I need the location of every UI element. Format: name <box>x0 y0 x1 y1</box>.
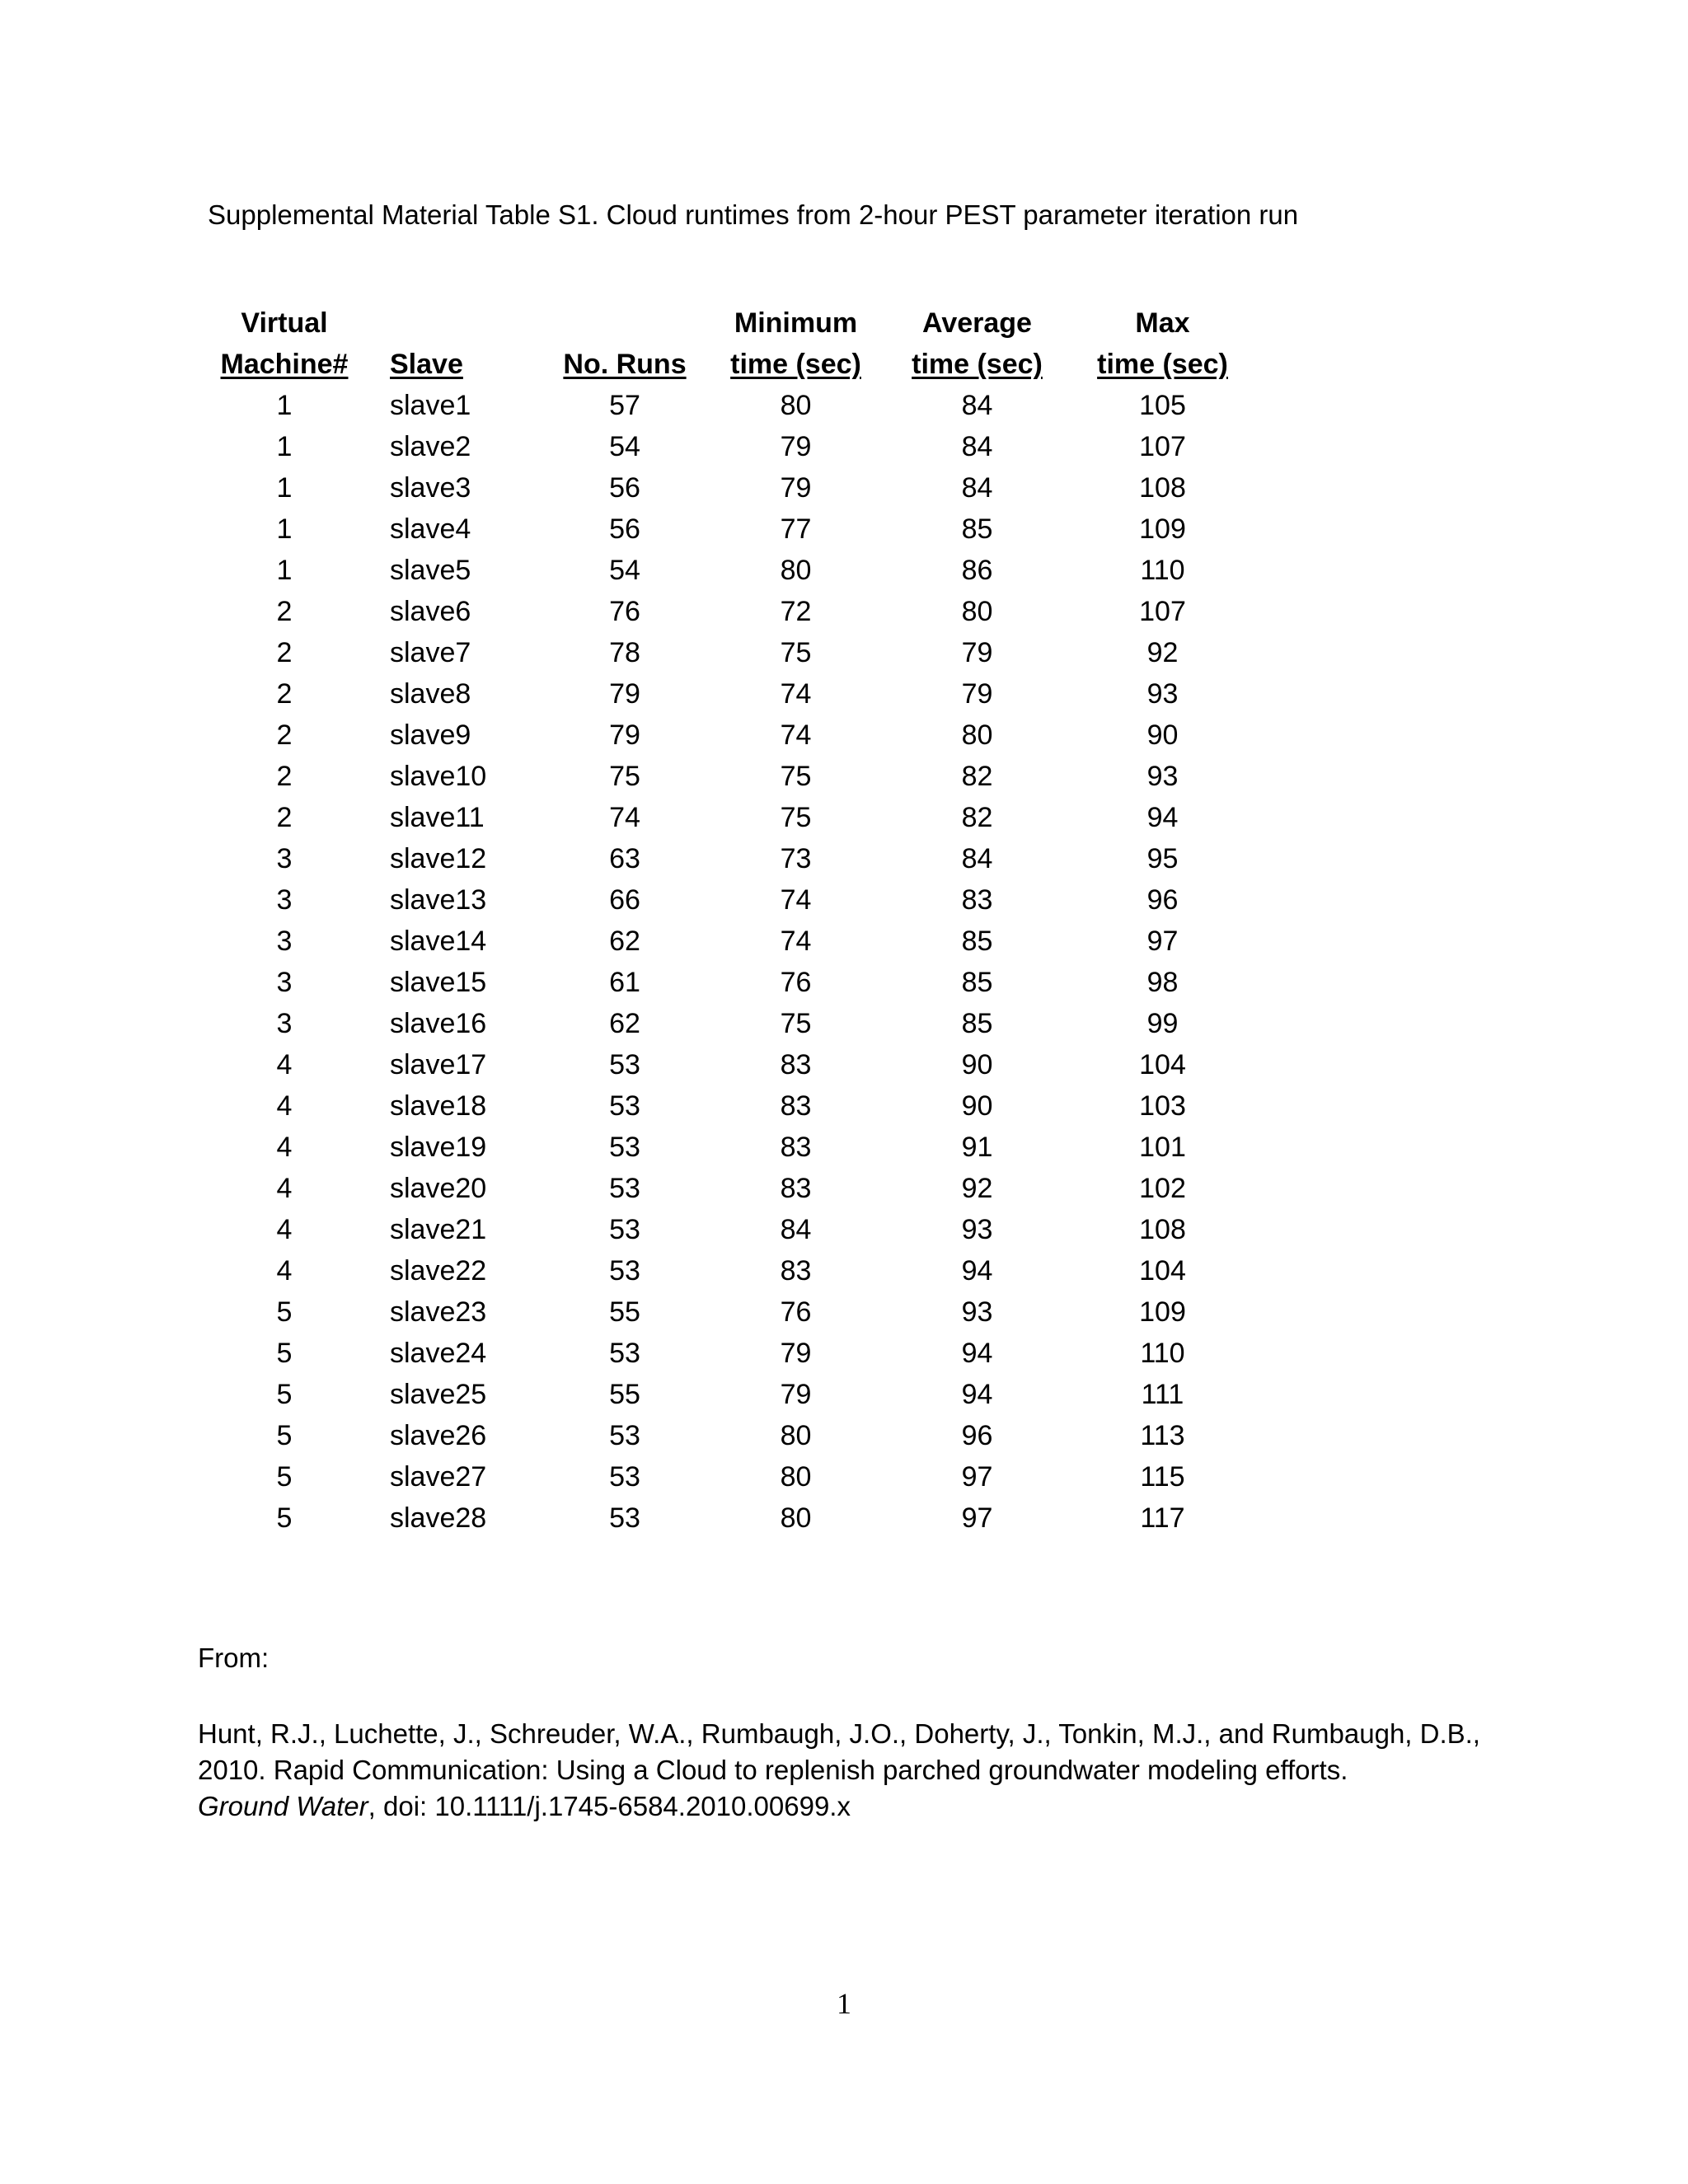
table-row <box>202 1291 1255 1333</box>
cell-max-time: 101 <box>1139 1132 1186 1163</box>
header-min-time-text: time (sec) <box>730 349 861 380</box>
cell-machine: 2 <box>276 802 293 833</box>
cell-slave: slave28 <box>390 1502 487 1534</box>
cell-avg-time: 93 <box>961 1214 993 1245</box>
table-row <box>202 1168 1255 1209</box>
cell-runs: 74 <box>609 802 640 833</box>
cell-max-time: 105 <box>1139 390 1186 421</box>
cell-slave: slave15 <box>390 967 487 998</box>
cell-slave: slave12 <box>390 843 487 874</box>
cell-slave: slave18 <box>390 1090 487 1122</box>
header-no-runs-text: No. Runs <box>563 349 687 380</box>
table-row <box>202 1085 1255 1127</box>
cell-min-time: 80 <box>780 390 812 421</box>
cell-min-time: 79 <box>780 1338 812 1369</box>
cell-slave: slave25 <box>390 1379 487 1410</box>
cell-runs: 56 <box>609 472 640 504</box>
table-row <box>202 632 1255 673</box>
cell-runs: 79 <box>609 678 640 710</box>
cell-min-time: 80 <box>780 555 812 586</box>
cell-machine: 3 <box>276 1008 293 1039</box>
cell-min-time: 79 <box>780 1379 812 1410</box>
cell-min-time: 80 <box>780 1461 812 1493</box>
cell-slave: slave10 <box>390 761 487 792</box>
table-row <box>202 797 1255 838</box>
cell-avg-time: 79 <box>961 678 993 710</box>
cell-slave: slave17 <box>390 1049 487 1080</box>
cell-min-time: 83 <box>780 1132 812 1163</box>
cell-machine: 4 <box>276 1214 293 1245</box>
header-avg-time-text: time (sec) <box>912 349 1043 380</box>
cell-min-time: 75 <box>780 761 812 792</box>
cell-machine: 1 <box>276 431 293 462</box>
cell-min-time: 84 <box>780 1214 812 1245</box>
cell-machine: 4 <box>276 1090 293 1122</box>
table-header <box>202 302 1255 385</box>
cell-slave: slave11 <box>390 802 485 833</box>
cell-machine: 1 <box>276 513 293 545</box>
cell-runs: 55 <box>609 1379 640 1410</box>
cell-min-time: 76 <box>780 967 812 998</box>
page-number: 1 <box>837 1987 851 2020</box>
header-no-runs <box>542 344 707 385</box>
cell-machine: 1 <box>276 472 293 504</box>
cell-machine: 2 <box>276 678 293 710</box>
cell-avg-time: 84 <box>961 843 993 874</box>
table-row <box>202 1456 1255 1497</box>
cell-avg-time: 90 <box>961 1049 993 1080</box>
cell-machine: 2 <box>276 719 293 751</box>
cell-min-time: 73 <box>780 843 812 874</box>
cell-machine: 5 <box>276 1379 293 1410</box>
cell-runs: 53 <box>609 1049 640 1080</box>
header-row-1 <box>202 302 1255 344</box>
cell-runs: 62 <box>609 926 640 957</box>
cell-max-time: 96 <box>1146 884 1179 916</box>
cell-slave: slave9 <box>390 719 471 751</box>
cell-min-time: 79 <box>780 472 812 504</box>
cell-machine: 4 <box>276 1049 293 1080</box>
cell-min-time: 80 <box>780 1420 812 1451</box>
cell-max-time: 107 <box>1139 431 1186 462</box>
cell-max-time: 108 <box>1139 472 1186 504</box>
cell-runs: 53 <box>609 1173 640 1204</box>
cell-max-time: 103 <box>1139 1090 1186 1122</box>
cell-min-time: 76 <box>780 1296 812 1328</box>
cell-max-time: 95 <box>1146 843 1179 874</box>
table-row <box>202 426 1255 467</box>
citation-line-2: 2010. Rapid Communication: Using a Cloud to replenish parched groundwater modeling efforts. <box>198 1755 1348 1785</box>
cell-runs: 61 <box>609 967 640 998</box>
cell-machine: 3 <box>276 926 293 957</box>
cell-machine: 3 <box>276 843 293 874</box>
header-minimum: Minimum <box>734 307 858 339</box>
cell-slave: slave4 <box>390 513 471 545</box>
cell-machine: 1 <box>276 555 293 586</box>
cell-runs: 53 <box>609 1502 640 1534</box>
cell-max-time: 104 <box>1139 1049 1186 1080</box>
cell-avg-time: 80 <box>961 596 993 627</box>
cell-avg-time: 84 <box>961 431 993 462</box>
cell-runs: 53 <box>609 1420 640 1451</box>
cell-slave: slave14 <box>390 926 487 957</box>
cell-max-time: 90 <box>1146 719 1179 751</box>
cell-runs: 78 <box>609 637 640 668</box>
cell-min-time: 75 <box>780 1008 812 1039</box>
cell-slave: slave27 <box>390 1461 487 1493</box>
cell-runs: 53 <box>609 1214 640 1245</box>
table-row <box>202 550 1255 591</box>
header-machine-number <box>202 344 367 385</box>
cell-min-time: 74 <box>780 719 812 751</box>
table-row <box>202 509 1255 550</box>
cell-max-time: 110 <box>1140 555 1185 586</box>
cell-avg-time: 79 <box>961 637 993 668</box>
cell-avg-time: 97 <box>961 1461 993 1493</box>
cell-runs: 79 <box>609 719 640 751</box>
citation <box>198 1716 1533 1825</box>
cell-avg-time: 96 <box>961 1420 993 1451</box>
cell-avg-time: 85 <box>961 1008 993 1039</box>
cell-min-time: 75 <box>780 637 812 668</box>
table-row <box>202 756 1255 797</box>
cell-machine: 4 <box>276 1173 293 1204</box>
table-row <box>202 1415 1255 1456</box>
cell-slave: slave2 <box>390 431 471 462</box>
header-empty-runs <box>542 302 707 344</box>
cell-min-time: 83 <box>780 1173 812 1204</box>
cell-avg-time: 85 <box>961 967 993 998</box>
cell-machine: 2 <box>276 761 293 792</box>
cell-max-time: 117 <box>1140 1502 1185 1534</box>
cell-avg-time: 86 <box>961 555 993 586</box>
header-average: Average <box>922 307 1032 339</box>
cell-min-time: 72 <box>780 596 812 627</box>
cell-min-time: 75 <box>780 802 812 833</box>
cell-avg-time: 91 <box>961 1132 993 1163</box>
cell-runs: 54 <box>609 555 640 586</box>
cell-avg-time: 82 <box>961 761 993 792</box>
cell-runs: 53 <box>609 1255 640 1286</box>
header-empty-slave <box>367 302 542 344</box>
cell-machine: 5 <box>276 1338 293 1369</box>
cell-runs: 57 <box>609 390 640 421</box>
cell-avg-time: 84 <box>961 472 993 504</box>
cell-min-time: 83 <box>780 1049 812 1080</box>
table-row <box>202 385 1255 426</box>
cell-runs: 53 <box>609 1132 640 1163</box>
cell-runs: 62 <box>609 1008 640 1039</box>
cell-avg-time: 97 <box>961 1502 993 1534</box>
cell-max-time: 113 <box>1140 1420 1185 1451</box>
cell-machine: 5 <box>276 1502 293 1534</box>
header-max-time-text: time (sec) <box>1097 349 1228 380</box>
table-row <box>202 1127 1255 1168</box>
cell-avg-time: 83 <box>961 884 993 916</box>
table-row <box>202 962 1255 1003</box>
cell-slave: slave16 <box>390 1008 487 1039</box>
cell-avg-time: 93 <box>961 1296 993 1328</box>
cell-min-time: 83 <box>780 1090 812 1122</box>
table-row <box>202 838 1255 879</box>
cell-runs: 56 <box>609 513 640 545</box>
cell-min-time: 77 <box>780 513 812 545</box>
table-row <box>202 879 1255 921</box>
cell-avg-time: 90 <box>961 1090 993 1122</box>
cell-runs: 53 <box>609 1338 640 1369</box>
header-machine-number-text: Machine# <box>220 349 349 380</box>
table-caption: Supplemental Material Table S1. Cloud runtimes from 2-hour PEST parameter iteration run <box>208 199 1299 230</box>
citation-doi: , doi: 10.1111/j.1745-6584.2010.00699.x <box>368 1791 851 1821</box>
cell-machine: 5 <box>276 1461 293 1493</box>
cell-slave: slave24 <box>390 1338 487 1369</box>
table-row <box>202 715 1255 756</box>
header-max: Max <box>1135 307 1190 339</box>
header-row-2 <box>202 344 1255 385</box>
cell-avg-time: 85 <box>961 513 993 545</box>
table-row <box>202 921 1255 962</box>
cell-max-time: 97 <box>1146 926 1179 957</box>
cell-slave: slave5 <box>390 555 471 586</box>
cell-slave: slave6 <box>390 596 471 627</box>
cell-max-time: 104 <box>1139 1255 1186 1286</box>
cell-slave: slave13 <box>390 884 487 916</box>
cell-max-time: 107 <box>1139 596 1186 627</box>
cell-machine: 1 <box>276 390 293 421</box>
citation-line-3 <box>198 1788 1533 1825</box>
cell-runs: 53 <box>609 1090 640 1122</box>
cell-slave: slave3 <box>390 472 471 504</box>
cell-avg-time: 84 <box>961 390 993 421</box>
table-row <box>202 591 1255 632</box>
cell-runs: 66 <box>609 884 640 916</box>
cell-machine: 3 <box>276 884 293 916</box>
header-avg-time <box>884 344 1070 385</box>
cell-min-time: 74 <box>780 884 812 916</box>
cell-max-time: 99 <box>1146 1008 1179 1039</box>
header-max-time <box>1070 344 1255 385</box>
table-row <box>202 1497 1255 1539</box>
table-row <box>202 1250 1255 1291</box>
cell-runs: 55 <box>609 1296 640 1328</box>
cell-machine: 4 <box>276 1255 293 1286</box>
cell-min-time: 83 <box>780 1255 812 1286</box>
cell-max-time: 110 <box>1140 1338 1185 1369</box>
cell-max-time: 93 <box>1146 678 1179 710</box>
cell-min-time: 74 <box>780 678 812 710</box>
cell-max-time: 92 <box>1146 637 1179 668</box>
cell-min-time: 74 <box>780 926 812 957</box>
cell-avg-time: 85 <box>961 926 993 957</box>
cell-machine: 4 <box>276 1132 293 1163</box>
cell-runs: 54 <box>609 431 640 462</box>
cell-avg-time: 94 <box>961 1255 993 1286</box>
citation-journal: Ground Water <box>198 1791 368 1821</box>
cell-slave: slave20 <box>390 1173 487 1204</box>
cell-min-time: 80 <box>780 1502 812 1534</box>
header-slave <box>367 344 542 385</box>
citation-line-1: Hunt, R.J., Luchette, J., Schreuder, W.A., Rumbaugh, J.O., Doherty, J., Tonkin, M.J., and Rumbaugh, D.B., <box>198 1718 1480 1749</box>
cell-machine: 3 <box>276 967 293 998</box>
table-row <box>202 1209 1255 1250</box>
table-row <box>202 1044 1255 1085</box>
cell-avg-time: 94 <box>961 1338 993 1369</box>
header-slave-text: Slave <box>390 349 463 380</box>
cell-slave: slave1 <box>390 390 471 421</box>
header-min-time <box>707 344 884 385</box>
cell-runs: 63 <box>609 843 640 874</box>
cell-slave: slave22 <box>390 1255 487 1286</box>
cell-max-time: 98 <box>1146 967 1179 998</box>
cell-avg-time: 94 <box>961 1379 993 1410</box>
cell-min-time: 79 <box>780 431 812 462</box>
cell-machine: 5 <box>276 1296 293 1328</box>
cell-slave: slave7 <box>390 637 471 668</box>
cell-max-time: 111 <box>1141 1379 1184 1410</box>
table-row <box>202 1374 1255 1415</box>
cell-machine: 2 <box>276 596 293 627</box>
table-body <box>202 385 1255 1539</box>
cell-slave: slave21 <box>390 1214 487 1245</box>
cell-slave: slave8 <box>390 678 471 710</box>
runtimes-table <box>202 302 1255 1539</box>
table-row <box>202 673 1255 715</box>
cell-slave: slave23 <box>390 1296 487 1328</box>
cell-avg-time: 80 <box>961 719 993 751</box>
cell-avg-time: 82 <box>961 802 993 833</box>
table-row <box>202 1333 1255 1374</box>
cell-max-time: 115 <box>1140 1461 1185 1493</box>
cell-max-time: 109 <box>1139 1296 1186 1328</box>
cell-max-time: 102 <box>1139 1173 1186 1204</box>
cell-avg-time: 92 <box>961 1173 993 1204</box>
cell-runs: 76 <box>609 596 640 627</box>
header-virtual: Virtual <box>241 307 328 339</box>
cell-max-time: 94 <box>1146 802 1179 833</box>
cell-max-time: 109 <box>1139 513 1186 545</box>
cell-slave: slave26 <box>390 1420 487 1451</box>
table-row <box>202 1003 1255 1044</box>
from-label: From: <box>198 1643 270 1673</box>
cell-runs: 75 <box>609 761 640 792</box>
cell-max-time: 93 <box>1146 761 1179 792</box>
cell-slave: slave19 <box>390 1132 487 1163</box>
cell-machine: 2 <box>276 637 293 668</box>
cell-runs: 53 <box>609 1461 640 1493</box>
cell-machine: 5 <box>276 1420 293 1451</box>
table-row <box>202 467 1255 509</box>
cell-max-time: 108 <box>1139 1214 1186 1245</box>
